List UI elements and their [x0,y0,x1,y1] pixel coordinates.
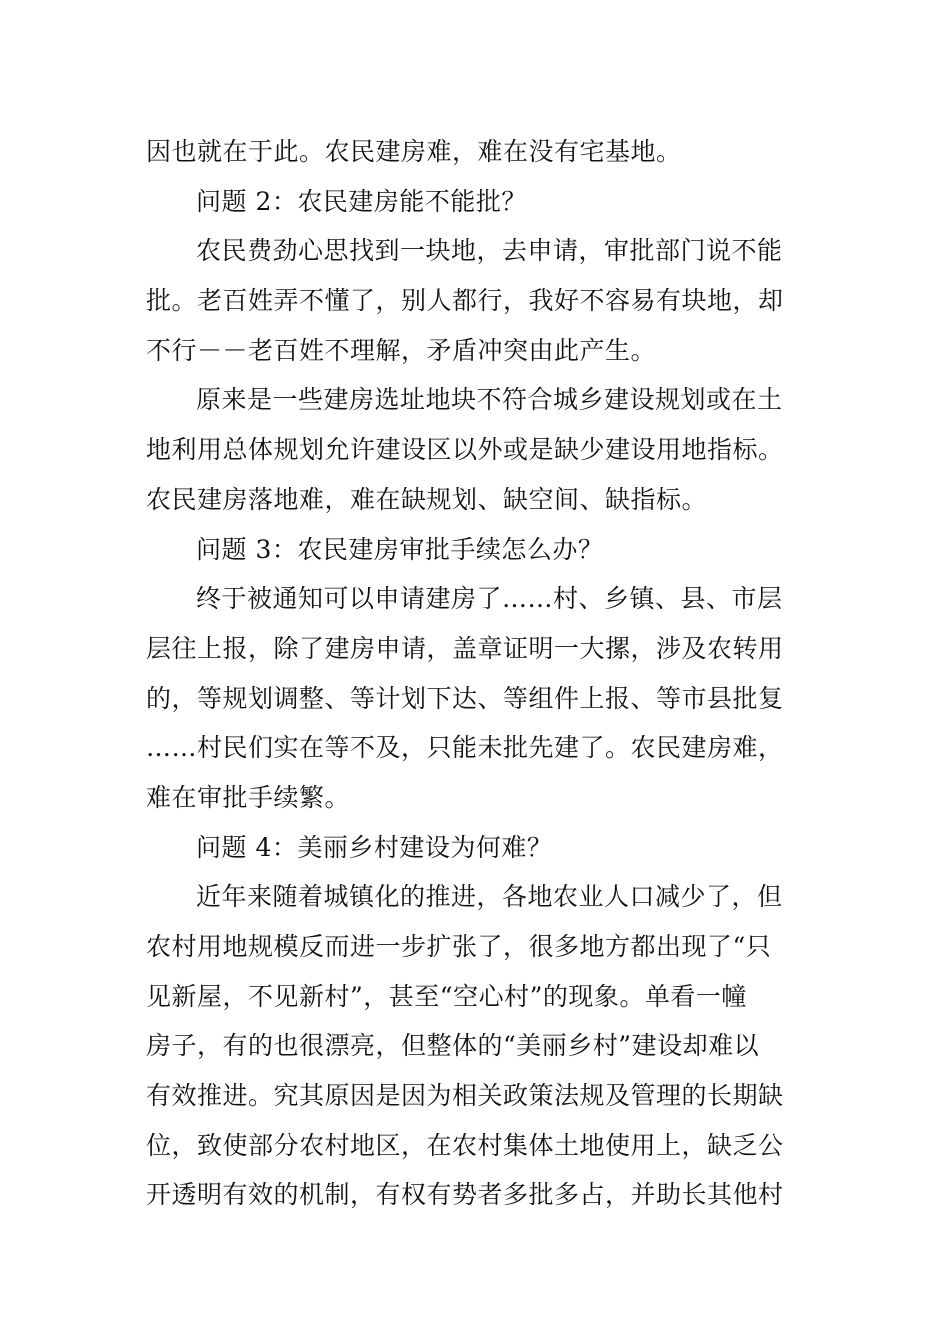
text-line: 农民建房落地难，难在缺规划、缺空间、缺指标。 [146,484,708,514]
text-line: 的，等规划调整、等计划下达、等组件上报、等市县批复 [146,683,784,713]
question-heading: 问题 4：美丽乡村建设为何难？ [196,832,553,862]
text-line: 不行－－老百姓不理解，矛盾冲突由此产生。 [146,335,657,365]
text-line: 原来是一些建房选址地块不符合城乡建设规划或在土 [196,385,783,415]
text-line: 见新屋，不见新村”，甚至“空心村”的现象。单看一幢 [146,981,747,1011]
text-line: 终于被通知可以申请建房了……村、乡镇、县、市层 [196,584,783,614]
text-line: 批。老百姓弄不懂了，别人都行，我好不容易有块地，却 [146,286,784,316]
text-line: 难在审批手续繁。 [146,782,351,812]
document-body [146,127,786,1220]
text-line: 开透明有效的机制，有权有势者多批多占，并助长其他村 [146,1180,784,1210]
question-heading: 问题 3：农民建房审批手续怎么办？ [196,534,604,564]
text-line: 农民费劲心思找到一块地，去申请，审批部门说不能 [196,236,783,266]
text-line: 有效推进。究其原因是因为相关政策法规及管理的长期缺 [146,1081,784,1111]
text-line: 位，致使部分农村地区，在农村集体土地使用上，缺乏公 [146,1130,784,1160]
text-line: 地利用总体规划允许建设区以外或是缺少建设用地指标。 [146,435,784,465]
text-line: 近年来随着城镇化的推进，各地农业人口减少了，但 [196,882,783,912]
text-line: ……村民们实在等不及，只能未批先建了。农民建房难， [146,733,784,763]
text-line: 农村用地规模反而进一步扩张了，很多地方都出现了“只 [146,932,772,961]
question-heading: 问题 2：农民建房能不能批？ [196,186,527,216]
text-line: 因也就在于此。农民建房难，难在没有宅基地。 [146,137,682,166]
text-line: 房子，有的也很漂亮，但整体的“美丽乡村”建设却难以 [146,1031,760,1061]
text-line: 层往上报，除了建房申请，盖章证明一大摞，涉及农转用 [146,633,784,663]
